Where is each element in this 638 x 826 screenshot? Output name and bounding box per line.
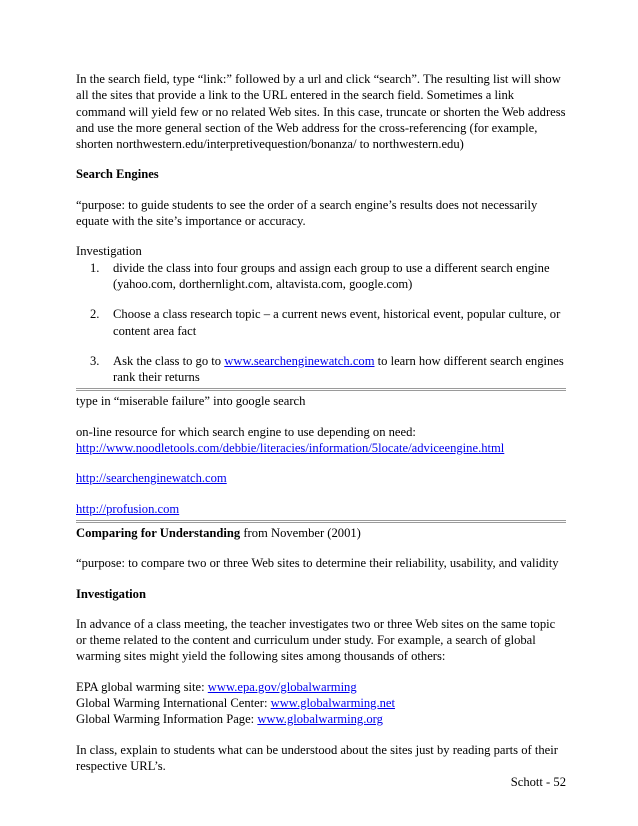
online-resource-label: on-line resource for which search engine to use depending on need:: [76, 424, 416, 439]
comparing-heading-rest: from November (2001): [240, 525, 361, 540]
profusion-link[interactable]: http://profusion.com: [76, 501, 180, 516]
site-label: Global Warming International Center:: [76, 696, 271, 711]
step-number: 3.: [90, 353, 100, 368]
comparing-purpose: “purpose: to compare two or three Web sites to determine their reliability, usability, and validity: [76, 556, 559, 571]
comparing-investigation-heading: Investigation: [76, 586, 146, 601]
investigation-label: Investigation: [76, 244, 142, 259]
site-label: EPA global warming site:: [76, 679, 208, 694]
step-text: divide the class into four groups and assign each group to use a different search engine (yahoo.com, dorthernlight.com, altavista.com, google.com): [113, 260, 550, 291]
advance-paragraph: In advance of a class meeting, the teacher investigates two or three Web sites on the same topic or theme related to the content and curriculum under study. For example, a search of global warming sites might yield the following sites among thousands of others:: [76, 616, 556, 664]
page-footer: Schott - 52: [510, 775, 566, 789]
section-divider: [76, 388, 566, 391]
globalwarming-net-link[interactable]: www.globalwarming.net: [270, 696, 396, 711]
step-text: Choose a class research topic – a current news event, historical event, popular culture, or content area fact: [113, 307, 561, 338]
step-text-after: to learn how different search engines rank their returns: [113, 353, 564, 385]
comparing-heading-bold: Comparing for Understanding: [76, 525, 241, 540]
searchenginewatch-link[interactable]: www.searchenginewatch.com: [224, 353, 375, 368]
investigation-steps: [76, 260, 566, 386]
step-text-before: Ask the class to go to: [113, 353, 225, 368]
search-engines-heading: Search Engines: [76, 167, 159, 182]
document-page: [76, 71, 566, 774]
searchenginewatch-url-link[interactable]: http://searchenginewatch.com: [76, 471, 227, 486]
site-line: [76, 695, 566, 711]
site-line: [76, 679, 566, 695]
list-item: [76, 306, 566, 339]
noodletools-link[interactable]: http://www.noodletools.com/debbie/literacies/information/5locate/adviceengine.html: [76, 441, 505, 456]
epa-link[interactable]: www.epa.gov/globalwarming: [207, 679, 357, 694]
comparing-heading: [76, 525, 566, 541]
step-number: 2.: [90, 307, 100, 322]
site-line: [76, 711, 566, 727]
miserable-failure-note: type in “miserable failure” into google search: [76, 394, 306, 409]
site-label: Global Warming Information Page:: [76, 712, 258, 727]
search-engines-purpose: “purpose: to guide students to see the order of a search engine’s results does not necessarily equate with the site’s importance or accuracy.: [76, 197, 538, 229]
globalwarming-org-link[interactable]: www.globalwarming.org: [257, 712, 383, 727]
list-item: [76, 353, 566, 386]
list-item: [76, 260, 566, 293]
step-number: 1.: [90, 260, 100, 275]
in-class-paragraph: In class, explain to students what can be understood about the sites just by reading parts of their respective URL’s.: [76, 742, 558, 773]
intro-paragraph: In the search field, type “link:” followed by a url and click “search”. The resulting list will show all the sites that provide a link to the URL entered in the search field. Sometimes a link command will yield few or no related Web sites. In this case, truncate or shorten the Web address and use the more general section of the Web address for the cross-referencing (for example, shorten northwestern.edu/interpretivequestion/bonanza/ to northwestern.edu): [76, 72, 566, 152]
section-divider: [76, 520, 566, 523]
